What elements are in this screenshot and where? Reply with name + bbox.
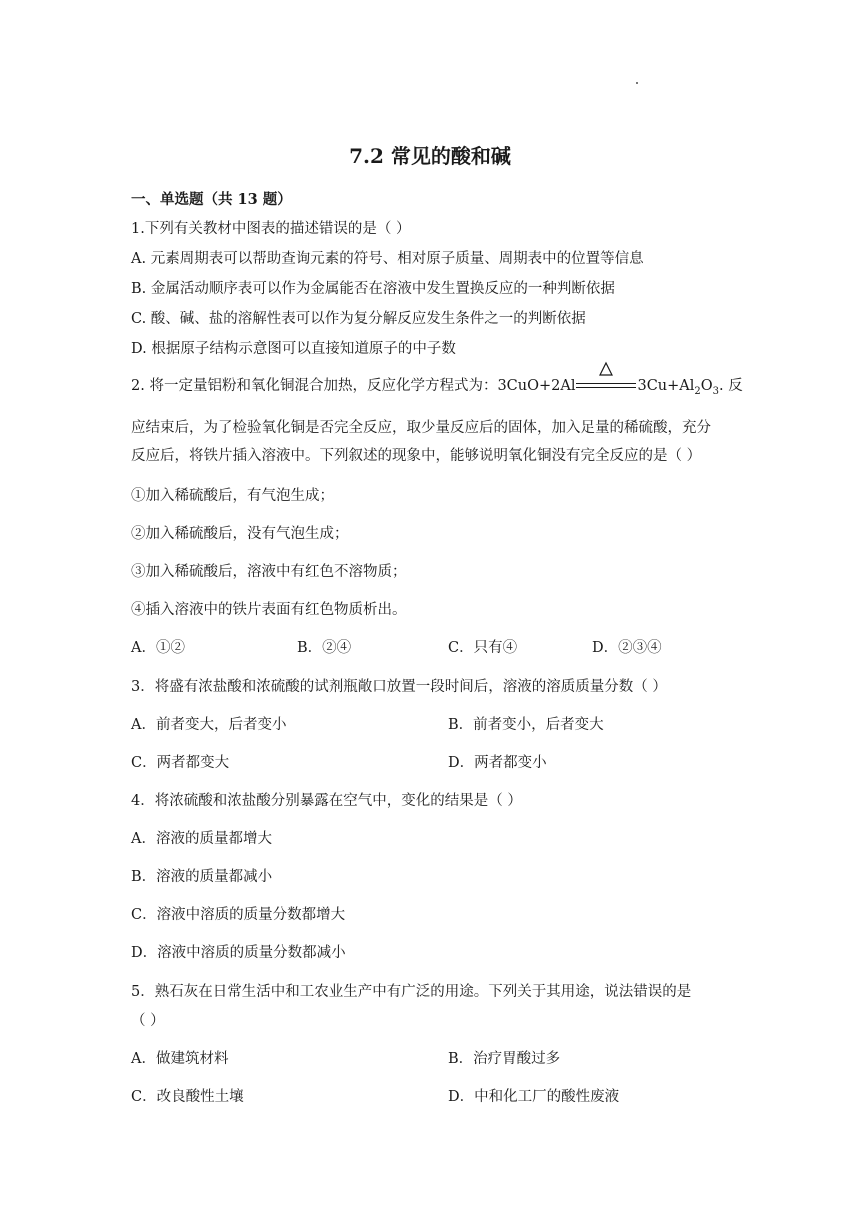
- q1-option-d: D. 根据原子结构示意图可以直接知道原子的中子数: [131, 341, 456, 357]
- q1-option-b: B. 金属活动顺序表可以作为金属能否在溶液中发生置换反应的一种判断依据: [131, 281, 615, 297]
- q2-stem-part-a: 2. 将一定量铝粉和氧化铜混合加热，反应化学方程式为：3CuO+2Al: [131, 378, 576, 394]
- page-title: 7.2 常见的酸和碱: [349, 144, 511, 168]
- q4-option-b: B．溶液的质量都减小: [131, 869, 273, 885]
- q2-item-3: ③加入稀硫酸后，溶液中有红色不溶物质；: [131, 564, 407, 580]
- q1-option-c: C. 酸、碱、盐的溶解性表可以作为复分解反应发生条件之一的判断依据: [131, 311, 586, 327]
- q5-option-d: D．中和化工厂的酸性废液: [448, 1089, 620, 1105]
- q5-stem-cont: （ ）: [131, 1013, 165, 1029]
- q3-option-b: B．前者变小，后者变大: [448, 717, 604, 733]
- q1-option-a: A. 元素周期表可以帮助查询元素的符号、相对原子质量、周期表中的位置等信息: [131, 251, 644, 267]
- q1-stem: 1.下列有关教材中图表的描述错误的是（ ）: [131, 221, 411, 237]
- q3-stem: 3．将盛有浓盐酸和浓硫酸的试剂瓶敞口放置一段时间后，溶液的溶质质量分数（ ）: [131, 679, 667, 695]
- q3-option-c: C．两者都变大: [131, 755, 230, 771]
- q5-option-b: B．治疗胃酸过多: [448, 1051, 561, 1067]
- q4-option-c: C．溶液中溶质的质量分数都增大: [131, 907, 346, 923]
- q2-stem-part-c: O: [700, 378, 713, 394]
- q5-stem: 5．熟石灰在日常生活中和工农业生产中有广泛的用途。下列关于其用途，说法错误的是: [131, 984, 692, 1000]
- q2-stem-cont-1: 应结束后，为了检验氧化铜是否完全反应，取少量反应后的固体，加入足量的稀硫酸，充分: [131, 420, 711, 436]
- q4-option-a: A．溶液的质量都增大: [131, 831, 272, 847]
- q4-stem: 4．将浓硫酸和浓盐酸分别暴露在空气中，变化的结果是（ ）: [131, 793, 522, 809]
- q2-item-4: ④插入溶液中的铁片表面有红色物质析出。: [131, 602, 407, 618]
- q2-option-b: B．②④: [297, 640, 352, 656]
- q2-stem-sub-2: 2: [694, 385, 701, 397]
- q3-option-a: A．前者变大，后者变小: [131, 717, 287, 733]
- q2-option-c: C．只有④: [448, 640, 518, 656]
- q5-option-a: A．做建筑材料: [131, 1051, 229, 1067]
- q3-option-d: D．两者都变小: [448, 755, 547, 771]
- header-dot: [636, 82, 638, 84]
- heat-triangle-icon: [598, 361, 614, 377]
- q2-item-1: ①加入稀硫酸后，有气泡生成；: [131, 488, 334, 504]
- q2-stem-cont-2: 反应后，将铁片插入溶液中。下列叙述的现象中，能够说明氧化铜没有完全反应的是（ ）: [131, 448, 702, 464]
- q2-stem: [131, 376, 743, 402]
- q4-option-d: D．溶液中溶质的质量分数都减小: [131, 945, 346, 961]
- reaction-arrow-heat: [576, 379, 636, 393]
- q5-option-c: C．改良酸性土壤: [131, 1089, 244, 1105]
- q2-stem-sub-3: 3: [712, 385, 720, 397]
- q2-option-a: A．①②: [131, 640, 185, 656]
- q2-option-d: D．②③④: [592, 640, 662, 656]
- q2-stem-part-b: 3Cu+Al: [637, 378, 695, 394]
- q2-stem-part-d: . 反: [719, 378, 743, 394]
- q2-item-2: ②加入稀硫酸后，没有气泡生成；: [131, 526, 349, 542]
- section-heading: 一、单选题（共 13 题）: [131, 191, 292, 208]
